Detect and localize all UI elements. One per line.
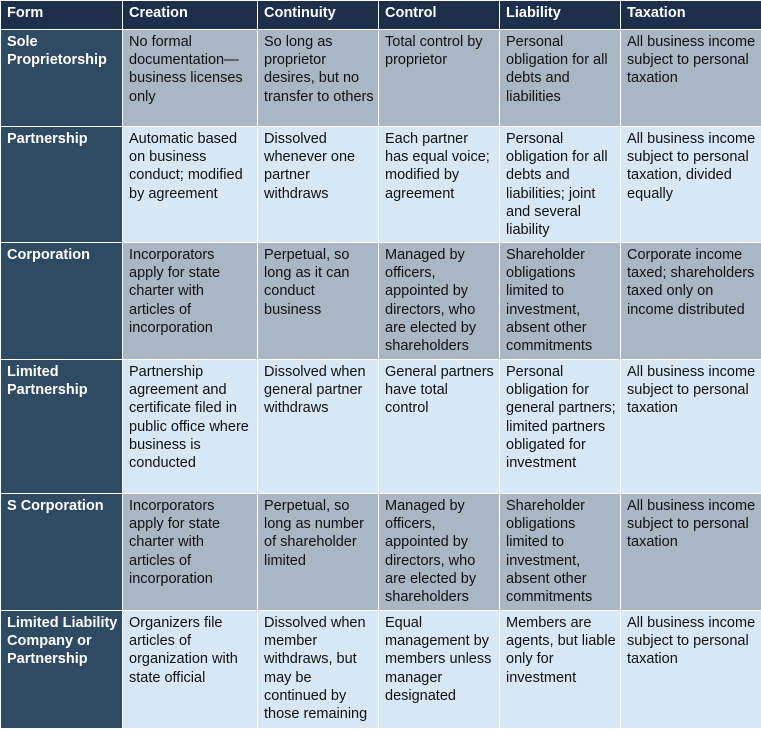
- table-row: [1, 611, 761, 729]
- header-liability: Liability: [500, 1, 621, 30]
- taxation-cell: All business income subject to personal taxation: [621, 360, 761, 494]
- continuity-cell: Dissolved whenever one partner withdraws: [258, 127, 379, 243]
- creation-cell: Organizers file articles of organization with state official: [123, 611, 258, 729]
- creation-cell: Incorporators apply for state charter with articles of incorporation: [123, 494, 258, 611]
- table-row: [1, 243, 761, 360]
- control-cell: Managed by officers, appointed by directors, who are elected by shareholders: [379, 494, 500, 611]
- continuity-cell: Perpetual, so long as it can conduct business: [258, 243, 379, 360]
- creation-cell: No formal documentation—business licenses only: [123, 30, 258, 127]
- liability-cell: Shareholder obligations limited to investment, absent other commitments: [500, 494, 621, 611]
- table-row: [1, 30, 761, 127]
- form-cell: Limited Liability Company or Partnership: [1, 611, 123, 729]
- form-cell: S Corporation: [1, 494, 123, 611]
- creation-cell: Partnership agreement and certificate filed in public office where business is conducted: [123, 360, 258, 494]
- liability-cell: Shareholder obligations limited to investment, absent other commitments: [500, 243, 621, 360]
- table-row: [1, 494, 761, 611]
- form-cell: Partnership: [1, 127, 123, 243]
- control-cell: General partners have total control: [379, 360, 500, 494]
- control-cell: Each partner has equal voice; modified by agreement: [379, 127, 500, 243]
- header-creation: Creation: [123, 1, 258, 30]
- taxation-cell: All business income subject to personal taxation: [621, 494, 761, 611]
- table-row: [1, 127, 761, 243]
- taxation-cell: All business income subject to personal taxation, divided equally: [621, 127, 761, 243]
- liability-cell: Personal obligation for all debts and liabilities; joint and several liability: [500, 127, 621, 243]
- continuity-cell: Perpetual, so long as number of shareholder limited: [258, 494, 379, 611]
- taxation-cell: All business income subject to personal taxation: [621, 611, 761, 729]
- form-cell: Limited Partnership: [1, 360, 123, 494]
- control-cell: Total control by proprietor: [379, 30, 500, 127]
- continuity-cell: Dissolved when general partner withdraws: [258, 360, 379, 494]
- liability-cell: Personal obligation for general partners; limited partners obligated for investment: [500, 360, 621, 494]
- creation-cell: Incorporators apply for state charter with articles of incorporation: [123, 243, 258, 360]
- form-cell: Sole Proprietorship: [1, 30, 123, 127]
- header-row: [1, 1, 761, 30]
- control-cell: Equal management by members unless manager designated: [379, 611, 500, 729]
- header-taxation: Taxation: [621, 1, 761, 30]
- creation-cell: Automatic based on business conduct; modified by agreement: [123, 127, 258, 243]
- header-control: Control: [379, 1, 500, 30]
- control-cell: Managed by officers, appointed by directors, who are elected by shareholders: [379, 243, 500, 360]
- liability-cell: Personal obligation for all debts and liabilities: [500, 30, 621, 127]
- taxation-cell: Corporate income taxed; shareholders taxed only on income distributed: [621, 243, 761, 360]
- form-cell: Corporation: [1, 243, 123, 360]
- table-row: [1, 360, 761, 494]
- header-form: Form: [1, 1, 123, 30]
- continuity-cell: So long as proprietor desires, but no transfer to others: [258, 30, 379, 127]
- header-continuity: Continuity: [258, 1, 379, 30]
- liability-cell: Members are agents, but liable only for investment: [500, 611, 621, 729]
- taxation-cell: All business income subject to personal taxation: [621, 30, 761, 127]
- continuity-cell: Dissolved when member withdraws, but may be continued by those remaining: [258, 611, 379, 729]
